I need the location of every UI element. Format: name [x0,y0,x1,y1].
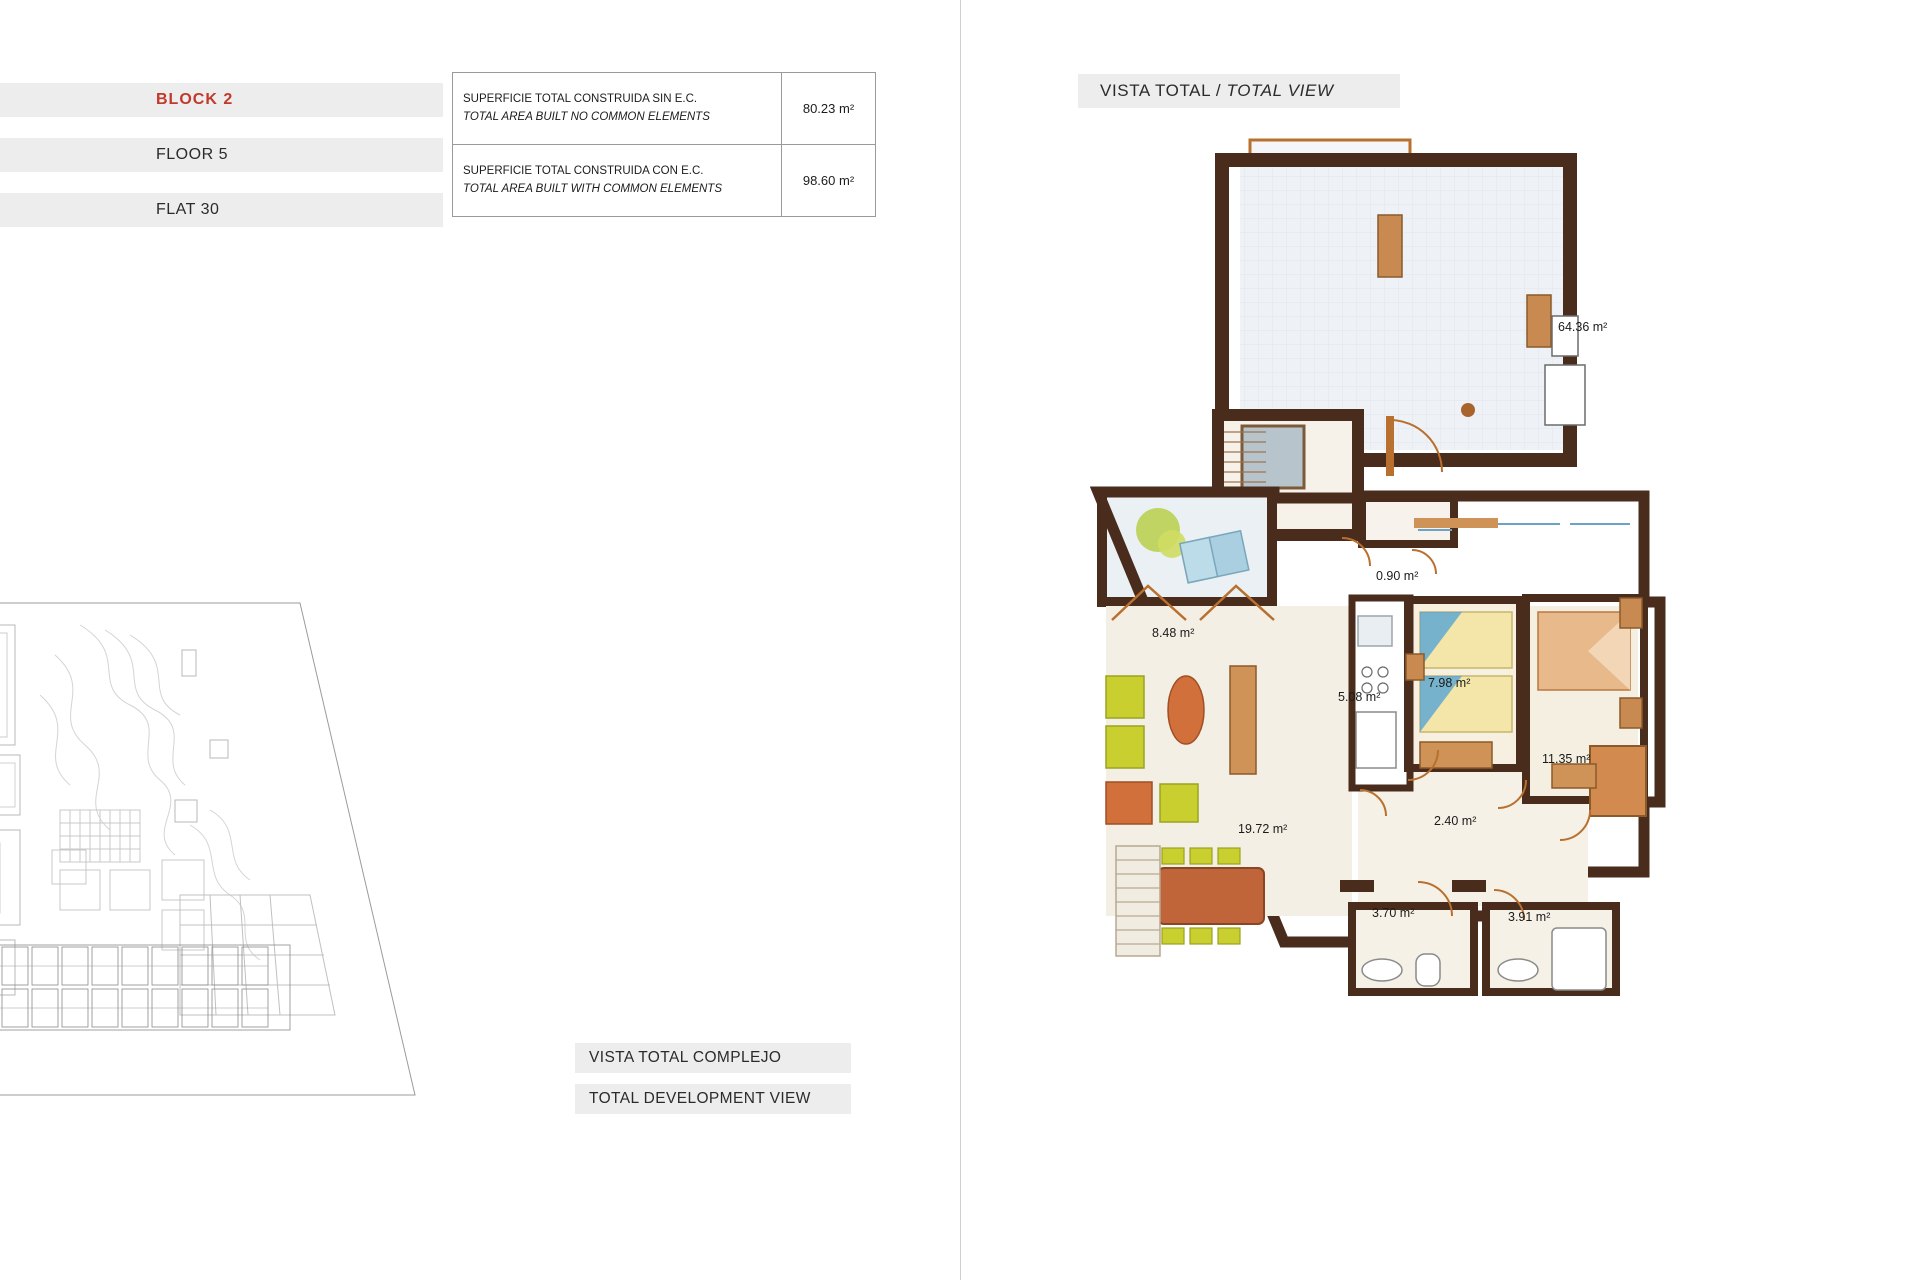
area-row-description [453,73,782,145]
floor-plan-drawing [1090,120,1920,1220]
roof-terrace-plan [1218,140,1585,535]
block-label-chip [0,83,443,117]
area-label-bathroom-2: 3.91 m² [1508,910,1551,924]
table-row [453,145,876,217]
flat-label-chip [0,193,443,227]
area-row-value: 98.60 m² [782,145,876,217]
area-label-terrace: 8.48 m² [1152,626,1195,640]
floor-label-chip [0,138,443,172]
floor-label: FLOOR 5 [156,146,228,163]
total-view-title-en: TOTAL VIEW [1226,81,1334,100]
page-divider [960,0,961,1280]
site-plan-caption-en [575,1084,851,1114]
area-row-description-en: TOTAL AREA BUILT WITH COMMON ELEMENTS [463,182,722,195]
area-label-bedroom-1: 11.35 m² [1542,752,1591,766]
table-row [453,73,876,145]
area-label-living-room: 19.72 m² [1238,822,1288,836]
total-view-title-es: VISTA TOTAL / [1100,81,1222,100]
area-label-bedroom-2: 7.98 m² [1428,676,1471,690]
area-row-description-es: SUPERFICIE TOTAL CONSTRUIDA CON E.C. [463,164,704,177]
area-summary-table [452,72,876,217]
flat-label: FLAT 30 [156,201,220,218]
area-label-kitchen: 5.08 m² [1338,690,1381,704]
block-label: BLOCK 2 [156,91,234,108]
site-plan-caption-es-label: VISTA TOTAL COMPLEJO [589,1049,782,1066]
site-plan-drawing [0,595,540,1115]
area-label-roof-terrace: 64.36 m² [1558,320,1608,334]
total-view-title-chip [1078,74,1400,108]
area-row-value: 80.23 m² [782,73,876,145]
area-row-description-es: SUPERFICIE TOTAL CONSTRUIDA SIN E.C. [463,92,698,105]
area-label-hall: 2.40 m² [1434,814,1477,828]
area-row-description-en: TOTAL AREA BUILT NO COMMON ELEMENTS [463,110,710,123]
area-label-bathroom-1: 3.70 m² [1372,906,1415,920]
area-label-closet: 0.90 m² [1376,569,1419,583]
site-plan-caption-es [575,1043,851,1073]
site-plan-caption-en-label: TOTAL DEVELOPMENT VIEW [589,1090,811,1107]
area-row-description [453,145,782,217]
